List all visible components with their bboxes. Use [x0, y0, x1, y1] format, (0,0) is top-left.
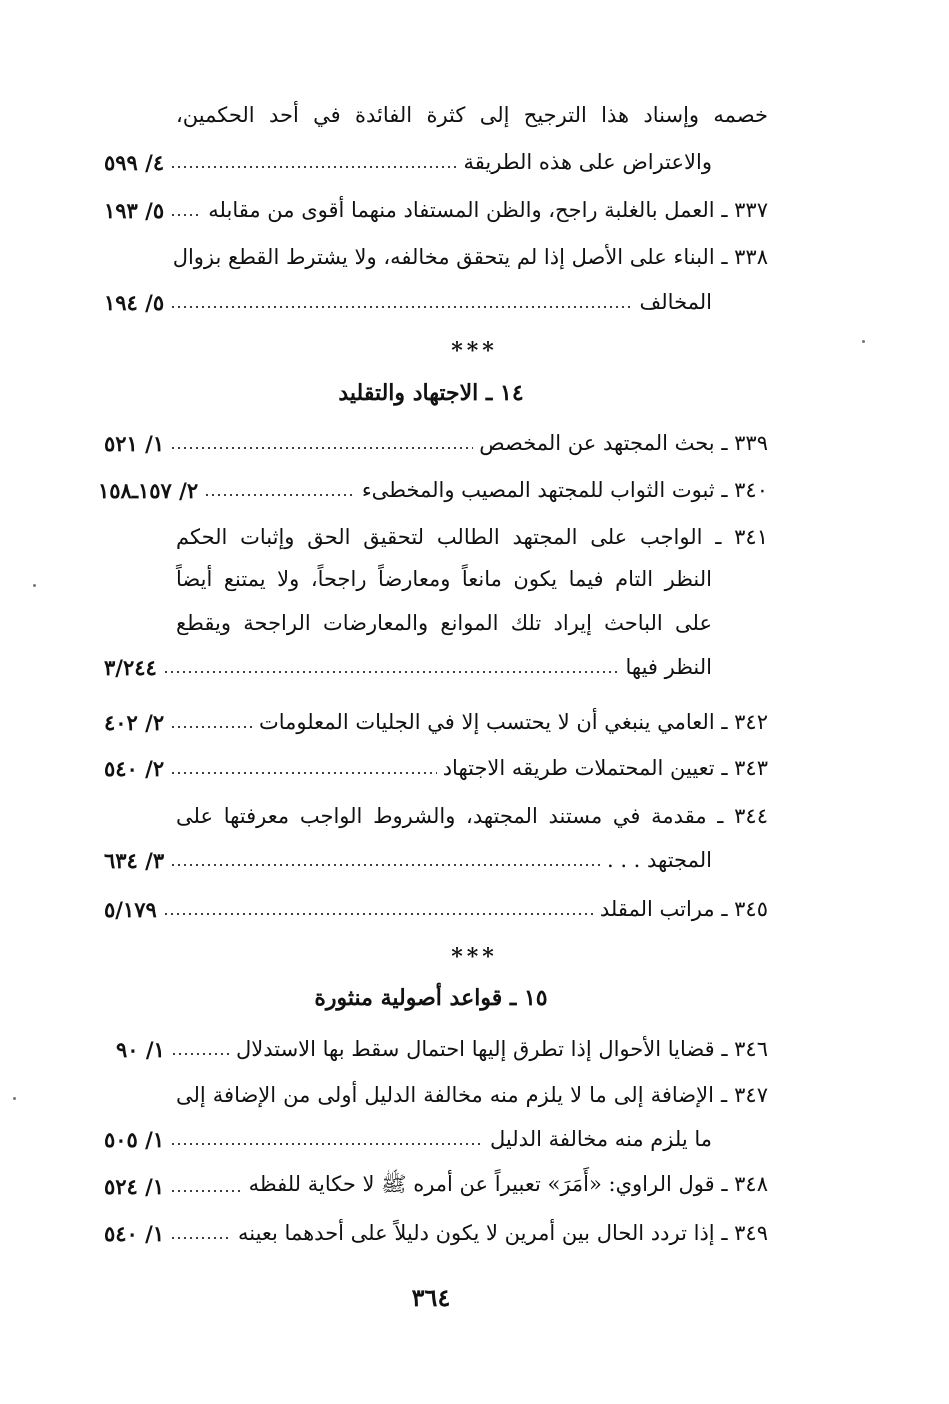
- index-entry-347-line-2: [104, 1117, 768, 1161]
- page-reference: ١/ ٥٠٥: [104, 1126, 165, 1152]
- index-entry-344-line-2: [104, 838, 768, 882]
- entry-text: ٣٤٠ ـ ثبوت الثواب للمجتهد المصيب والمخطىء: [361, 478, 768, 502]
- index-entry-347-line-1: [176, 1073, 768, 1117]
- entry-text: ٣٤٢ ـ العامي ينبغي أن لا يحتسب إلا في الجليات المعلومات: [258, 710, 768, 734]
- index-entry-336-line-2: [104, 140, 768, 184]
- entry-text: خصمه وإسناد هذا الترجيح إلى كثرة الفائدة في أحد الحكمين،: [176, 103, 768, 127]
- page-reference: ٢/ ٤٠٢: [104, 709, 165, 735]
- dot-leader: [204, 493, 356, 497]
- index-entry-337: [104, 188, 768, 232]
- entry-text: ٣٤٧ ـ الإضافة إلى ما لا يلزم منه مخالفة الدليل أولى من الإضافة إلى: [176, 1083, 768, 1107]
- entry-text: ٣٤٦ ـ قضايا الأحوال إذا تطرق إليها احتمال سقط بها الاستدلال: [235, 1037, 768, 1061]
- entry-text: المخالف: [639, 290, 712, 314]
- entry-text: ٣٣٧ ـ العمل بالغلبة راجح، والظن المستفاد منهما أقوى من مقابله: [208, 198, 768, 222]
- dot-leader: [170, 446, 473, 450]
- dot-leader: [170, 1236, 232, 1240]
- index-entry-342: [104, 700, 768, 744]
- page-reference: ٥/١٧٩: [104, 896, 157, 922]
- index-entry-345: [104, 887, 768, 931]
- index-entry-348: [104, 1164, 768, 1208]
- dot-leader: [170, 305, 633, 309]
- scan-speck: [862, 340, 865, 343]
- page-reference: ٤/ ٥٩٩: [104, 149, 165, 175]
- entry-text: والاعتراض على هذه الطريقة: [463, 150, 712, 174]
- dot-leader: [170, 213, 202, 217]
- dot-leader: [170, 725, 253, 729]
- entry-text: ٣٤٣ ـ تعيين المحتملات طريقه الاجتهاد: [442, 756, 768, 780]
- index-entry-336-line-1: [176, 93, 768, 137]
- section-separator: ***: [451, 944, 498, 970]
- scan-speck: [13, 1097, 16, 1100]
- dot-leader: [170, 1189, 243, 1193]
- index-entry-341-line-2: [176, 557, 768, 601]
- page-reference: ٥/ ١٩٤: [104, 289, 165, 315]
- page-reference: ١/ ٥٤٠: [104, 1220, 165, 1246]
- page-reference: ١/ ٩٠: [116, 1036, 165, 1062]
- dot-leader: [170, 1142, 484, 1146]
- page-reference: ١/ ٥٢١: [104, 430, 165, 456]
- page-reference: ٣/ ٦٣٤: [104, 847, 165, 873]
- entry-text: ما يلزم منه مخالفة الدليل: [490, 1127, 712, 1151]
- entry-text: ٣٤٥ ـ مراتب المقلد: [599, 897, 768, 921]
- entry-text: النظر فيها: [625, 655, 712, 679]
- index-entry-340: [98, 468, 768, 512]
- page-reference: ٥/ ١٩٣: [104, 197, 165, 223]
- index-entry-339: [104, 421, 768, 465]
- index-entry-346: [116, 1027, 768, 1071]
- entry-text: ٣٤٨ ـ قول الراوي: «أَمَرَ» تعبيراً عن أمره ﷺ لا حكاية للفظه: [248, 1171, 768, 1196]
- dot-leader: [170, 165, 457, 169]
- dot-leader: [163, 670, 620, 674]
- entry-text: ٣٣٨ ـ البناء على الأصل إذا لم يتحقق مخالفه، ولا يشترط القطع بزوال: [172, 245, 768, 269]
- index-entry-343: [104, 746, 768, 790]
- page-number: ٣٦٤: [411, 1283, 451, 1312]
- index-entry-341-line-1: [176, 515, 768, 559]
- index-entry-344-line-1: [176, 794, 768, 838]
- dot-leader: [163, 912, 594, 916]
- entry-text: ٣٤٤ ـ مقدمة في مستند المجتهد، والشروط الواجب معرفتها على: [176, 804, 768, 828]
- page-reference: ١/ ٥٢٤: [104, 1173, 165, 1199]
- entry-text: ٣٤٩ ـ إذا تردد الحال بين أمرين لا يكون دليلاً على أحدهما بعينه: [237, 1221, 768, 1245]
- index-entry-349: [104, 1211, 768, 1255]
- page-reference: ٢/ ٥٤٠: [104, 755, 165, 781]
- entry-text: النظر التام فيما يكون مانعاً ومعارضاً راجحاً، ولا يمتنع أيضاً: [176, 567, 712, 591]
- dot-leader: [171, 1052, 230, 1056]
- page-reference: ٢/ ١٥٧ـ١٥٨: [98, 477, 199, 503]
- dot-leader: [170, 863, 601, 867]
- section-heading-15: ١٥ ـ قواعد أصولية منثورة: [314, 985, 548, 1011]
- dot-leader: [170, 771, 437, 775]
- index-entry-338-line-1: [104, 235, 768, 279]
- index-entry-341-line-4: [104, 645, 768, 689]
- page-reference: ٣/٢٤٤: [104, 654, 157, 680]
- section-separator: ***: [451, 338, 498, 364]
- section-heading-14: ١٤ ـ الاجتهاد والتقليد: [338, 380, 524, 406]
- entry-text: المجتهد . . .: [606, 848, 712, 872]
- index-entry-341-line-3: [176, 601, 768, 645]
- entry-text: ٣٤١ ـ الواجب على المجتهد الطالب لتحقيق الحق وإثبات الحكم: [176, 525, 768, 549]
- scan-speck: [33, 584, 36, 587]
- index-entry-338-line-2: [104, 280, 768, 324]
- entry-text: على الباحث إيراد تلك الموانع والمعارضات الراجحة ويقطع: [176, 611, 712, 635]
- entry-text: ٣٣٩ ـ بحث المجتهد عن المخصص: [479, 431, 768, 455]
